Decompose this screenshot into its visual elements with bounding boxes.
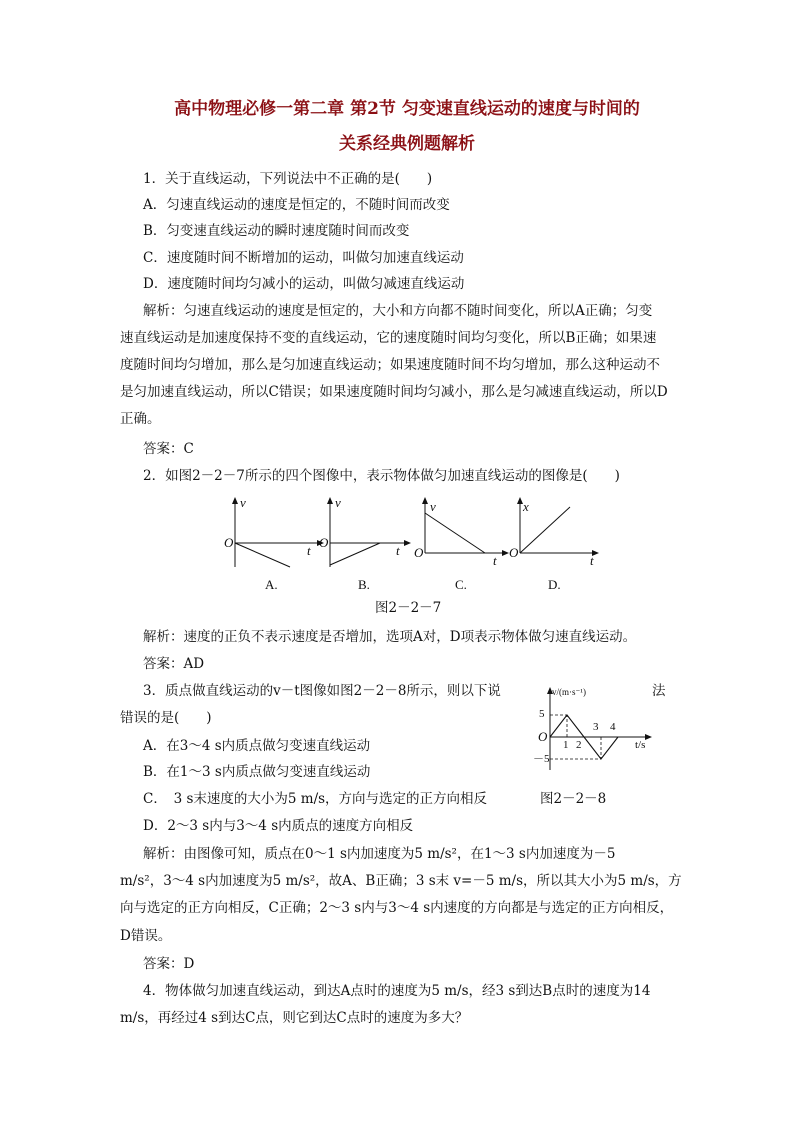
q1-option-c: C．速度随时间不断增加的运动，叫做匀加速直线运动 [143, 250, 464, 266]
q3-analysis-line: 向与选定的正方向相反，C正确；2～3 s内与3～4 s内速度的方向都是与选定的正方向相反， [120, 900, 674, 916]
q3-analysis-line: 解析：由图像可知，质点在0～1 s内加速度为5 m/s²，在1～3 s内加速度为－5 [143, 846, 616, 862]
q4-stem-line: m/s，再经过4 s到达C点，则它到达C点时的速度为多大？ [120, 1010, 469, 1026]
graph-b-y-arrow-icon [327, 497, 333, 504]
page-title-line-1: 高中物理必修一第二章 第2节 匀变速直线运动的速度与时间的 [174, 99, 640, 119]
q3-x-tick: 2 [576, 739, 582, 751]
q3-x-tick: 4 [610, 721, 616, 733]
graph-a-y-arrow-icon [232, 497, 238, 504]
q3-analysis-line: m/s²，3～4 s内加速度为5 m/s²，故A、B正确；3 s末 v=－5 m/s，所以其大小为5 m/s，方 [120, 873, 682, 889]
q3-option-d: D．2～3 s内与3～4 s内质点的速度方向相反 [143, 818, 414, 834]
q3-option-b: B．在1～3 s内质点做匀变速直线运动 [143, 764, 371, 780]
graph-c-caption: C. [455, 577, 467, 592]
graph-b-x-label: t [396, 543, 400, 558]
graph-a-line [235, 543, 290, 567]
graph-c-line [425, 513, 485, 553]
graph-a-x-label: t [307, 543, 311, 558]
q3-figure-caption: 图2－2－8 [540, 791, 607, 807]
graph-c-origin: O [414, 545, 424, 560]
q3-x-tick: 3 [593, 721, 599, 733]
q3-option-c: C． 3 s末速度的大小为5 m/s，方向与选定的正方向相反 [143, 791, 488, 807]
q1-stem: 1．关于直线运动，下列说法中不正确的是( ) [143, 171, 433, 187]
q3-stem-part-3: 错误的是( ) [120, 710, 212, 726]
q2-stem: 2．如图2－2－7所示的四个图像中，表示物体做匀加速直线运动的图像是( ) [143, 468, 620, 484]
graph-a-origin: O [224, 535, 234, 550]
q1-analysis-line: 速直线运动是加速度保持不变的直线运动，它的速度随时间均匀变化，所以B正确；如果速 [120, 330, 657, 346]
q3-stem-part-2: 法 [652, 683, 666, 699]
q2-graphs-figure [220, 495, 610, 600]
graph-a-caption: A. [265, 577, 278, 592]
graph-d-y-label: x [523, 499, 529, 514]
graph-c-y-label: v [430, 499, 436, 514]
graph-c-y-arrow-icon [422, 497, 428, 504]
graph-d-caption: D. [548, 577, 561, 592]
q1-option-a: A．匀速直线运动的速度是恒定的，不随时间而改变 [143, 197, 450, 213]
q3-option-a: A．在3～4 s内质点做匀变速直线运动 [143, 738, 371, 754]
graph-c-x-arrow-icon [502, 550, 509, 556]
graph-b-y-label: v [335, 495, 341, 510]
q3-y-tick-neg: －5 [533, 753, 550, 765]
q1-analysis-line: 正确。 [120, 411, 161, 427]
q3-y-tick-pos: 5 [539, 708, 545, 720]
q3-y-label: v/(m·s⁻¹) [552, 687, 586, 697]
q1-answer: 答案：C [143, 441, 194, 457]
graph-d-origin: O [509, 545, 519, 560]
graph-c-x-label: t [493, 553, 497, 568]
q3-x-tick: 1 [563, 739, 569, 751]
q1-analysis-line: 度随时间均匀增加，那么是匀加速直线运动；如果速度随时间不均匀增加，那么这种运动不 [120, 357, 660, 373]
page-title-line-2: 关系经典例题解析 [339, 134, 475, 154]
q3-x-arrow-icon [645, 734, 652, 740]
q3-x-label: t/s [635, 739, 646, 751]
graph-a-y-label: v [240, 495, 246, 510]
q3-stem-part-1: 3．质点做直线运动的v－t图像如图2－2－8所示，则以下说 [143, 683, 501, 699]
q4-stem-line: 4．物体做匀加速直线运动，到达A点时的速度为5 m/s，经3 s到达B点时的速度为14 [143, 983, 651, 999]
q3-vt-graph [530, 682, 660, 772]
graph-b-line [330, 543, 380, 565]
q1-option-d: D．速度随时间均匀减小的运动，叫做匀减速直线运动 [143, 276, 465, 292]
q2-answer: 答案：AD [143, 656, 205, 672]
q1-option-b: B．匀变速直线运动的瞬时速度随时间而改变 [143, 223, 410, 239]
graph-b-caption: B. [358, 577, 370, 592]
q2-figure-caption: 图2－2－7 [375, 600, 442, 616]
graph-b-x-arrow-icon [404, 540, 411, 546]
q2-analysis: 解析：速度的正负不表示速度是否增加，选项A对，D项表示物体做匀速直线运动。 [143, 629, 637, 645]
q3-answer: 答案：D [143, 956, 195, 972]
q1-analysis-line: 是匀加速直线运动，所以C错误；如果速度随时间均匀减小，那么是匀减速直线运动，所以D [120, 384, 668, 400]
q1-analysis-line: 解析：匀速直线运动的速度是恒定的，大小和方向都不随时间变化，所以A正确；匀变 [143, 303, 653, 319]
q3-analysis-line: D错误。 [120, 928, 172, 944]
graph-b-origin: O [319, 535, 329, 550]
q3-origin: O [538, 729, 548, 744]
graph-d-x-label: t [590, 553, 594, 568]
